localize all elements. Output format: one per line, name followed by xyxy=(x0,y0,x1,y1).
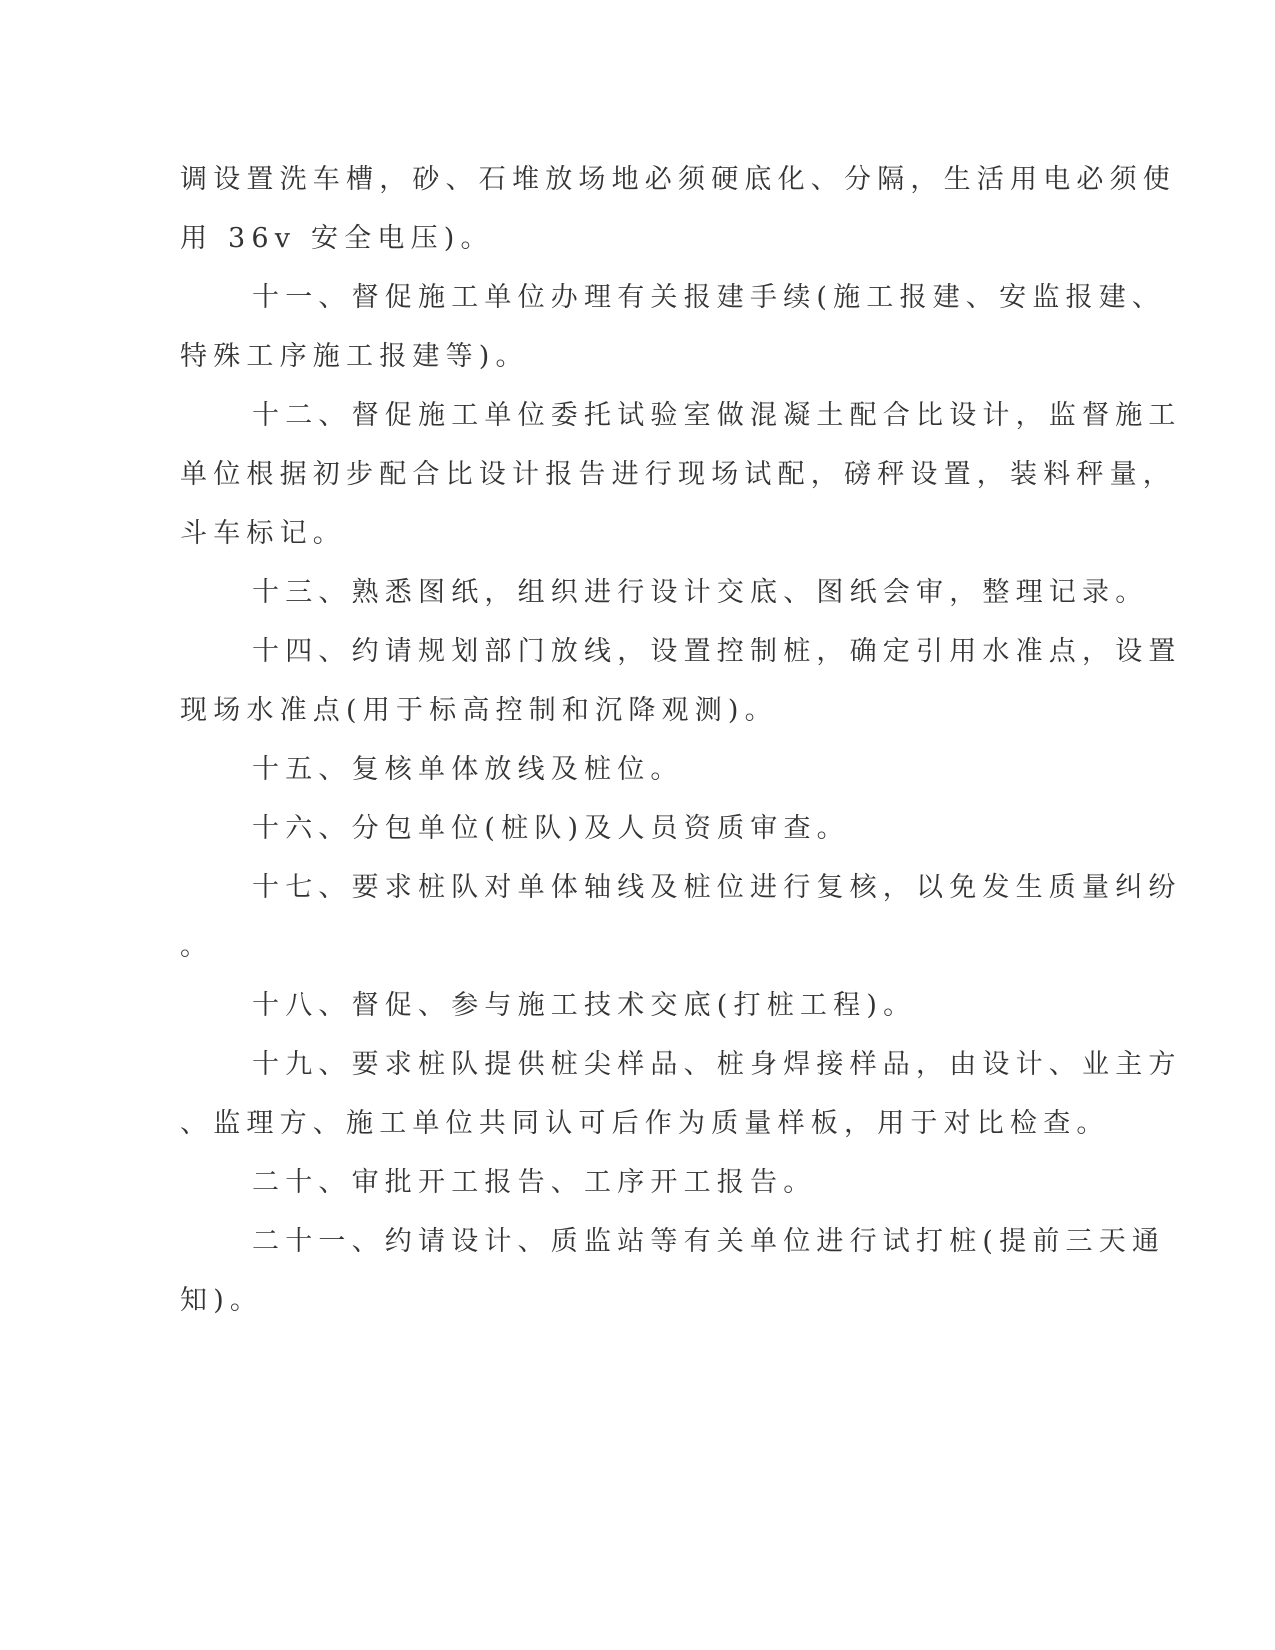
paragraph-12: 十二、督促施工单位委托试验室做混凝土配合比设计，监督施工 xyxy=(252,400,1182,431)
text-line: 、监理方、施工单位共同认可后作为质量样板，用于对比检查。 xyxy=(180,1108,1110,1139)
text-line: 单位根据初步配合比设计报告进行现场试配，磅秤设置，装料秤量， xyxy=(180,459,1176,490)
paragraph-17: 十七、要求桩队对单体轴线及桩位进行复核，以免发生质量纠纷 xyxy=(252,872,1182,903)
paragraph-11: 十一、督促施工单位办理有关报建手续(施工报建、安监报建、 xyxy=(252,282,1166,313)
text-line: 。 xyxy=(180,931,214,962)
paragraph-14: 十四、约请规划部门放线，设置控制桩，确定引用水准点，设置 xyxy=(252,636,1182,667)
paragraph-20: 二十、审批开工报告、工序开工报告。 xyxy=(252,1167,817,1198)
text-line: 用 36v 安全电压)。 xyxy=(180,223,494,254)
text-line: 知)。 xyxy=(180,1285,264,1316)
paragraph-13: 十三、熟悉图纸，组织进行设计交底、图纸会审，整理记录。 xyxy=(252,577,1149,608)
text-line: 特殊工序施工报建等)。 xyxy=(180,341,529,372)
paragraph-18: 十八、督促、参与施工技术交底(打桩工程)。 xyxy=(252,990,917,1021)
paragraph-16: 十六、分包单位(桩队)及人员资质审查。 xyxy=(252,813,850,844)
paragraph-21: 二十一、约请设计、质监站等有关单位进行试打桩(提前三天通 xyxy=(252,1226,1166,1257)
text-line: 现场水准点(用于标高控制和沉降观测)。 xyxy=(180,695,778,726)
text-line: 斗车标记。 xyxy=(180,518,346,549)
paragraph-15: 十五、复核单体放线及桩位。 xyxy=(252,754,684,785)
text-line: 调设置洗车槽，砂、石堆放场地必须硬底化、分隔，生活用电必须使 xyxy=(180,164,1176,195)
paragraph-19: 十九、要求桩队提供桩尖样品、桩身焊接样品，由设计、业主方 xyxy=(252,1049,1182,1080)
